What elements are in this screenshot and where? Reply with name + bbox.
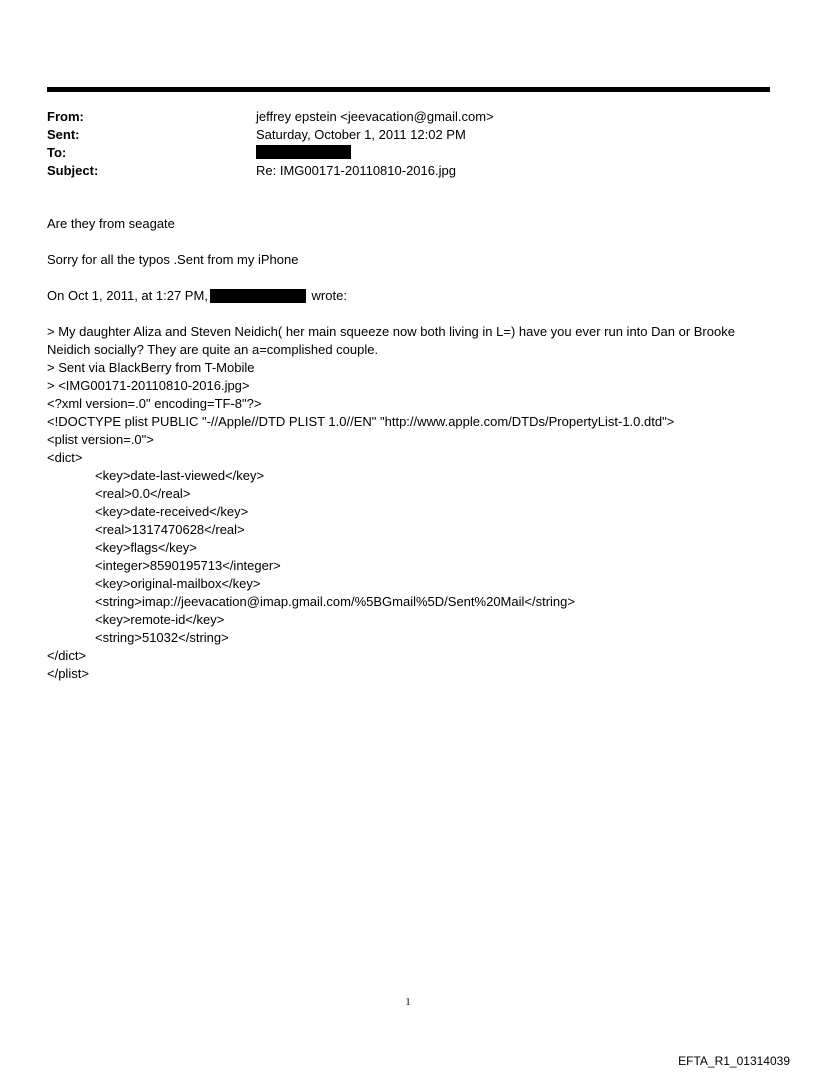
to-label: To: [47, 145, 67, 160]
redaction-box [210, 289, 306, 303]
xml-line: <real>1317470628</real> [95, 522, 245, 537]
xml-line: <!DOCTYPE plist PUBLIC "-//Apple//DTD PLIST 1.0//EN" "http://www.apple.com/DTDs/PropertyList-1.0.dtd"> [47, 414, 675, 429]
subject-label: Subject: [47, 163, 99, 178]
xml-line: <key>original-mailbox</key> [95, 576, 261, 591]
xml-line: <key>flags</key> [95, 540, 197, 555]
xml-line: </dict> [47, 648, 87, 663]
xml-line: <?xml version=.0" encoding=TF-8"?> [47, 396, 262, 411]
xml-line: <key>date-received</key> [95, 504, 249, 519]
wrote-prefix: On Oct 1, 2011, at 1:27 PM, [47, 288, 208, 303]
sent-row [47, 126, 770, 144]
from-row [47, 108, 770, 126]
xml-line: <dict> [47, 450, 83, 465]
page-number: 1 [405, 996, 411, 1008]
quoted-line: > <IMG00171-20110810-2016.jpg> [47, 378, 250, 393]
to-row [47, 144, 770, 162]
subject-value: Re: IMG00171-20110810-2016.jpg [256, 163, 456, 178]
xml-line: </plist> [47, 666, 89, 681]
xml-line: <string>imap://jeevacation@imap.gmail.com/%5BGmail%5D/Sent%20Mail</string> [95, 594, 575, 609]
xml-line: <plist version=.0"> [47, 432, 154, 447]
header-rule [47, 87, 770, 92]
quoted-line: > Sent via BlackBerry from T-Mobile [47, 360, 255, 375]
email-header [47, 108, 770, 180]
body-line: Are they from seagate [47, 216, 175, 231]
subject-row [47, 162, 770, 180]
xml-line: <key>remote-id</key> [95, 612, 225, 627]
xml-line: <real>0.0</real> [95, 486, 191, 501]
sent-label: Sent: [47, 127, 80, 142]
from-value: jeffrey epstein <jeevacation@gmail.com> [256, 109, 494, 124]
xml-line: <string>51032</string> [95, 630, 229, 645]
from-label: From: [47, 109, 84, 124]
quoted-line: > My daughter Aliza and Steven Neidich( her main squeeze now both living in L=) have you ever run into Dan or Brooke Neidich socially? They are quite an a=complished couple. [47, 324, 735, 357]
document-id: EFTA_R1_01314039 [678, 1054, 790, 1068]
xml-line: <key>date-last-viewed</key> [95, 468, 265, 483]
sent-value: Saturday, October 1, 2011 12:02 PM [256, 127, 466, 142]
email-body [47, 215, 770, 683]
redaction-box [256, 145, 351, 159]
wrote-line [47, 287, 770, 305]
xml-line: <integer>8590195713</integer> [95, 558, 281, 573]
body-line: Sorry for all the typos .Sent from my iPhone [47, 252, 299, 267]
wrote-suffix: wrote: [311, 288, 347, 303]
